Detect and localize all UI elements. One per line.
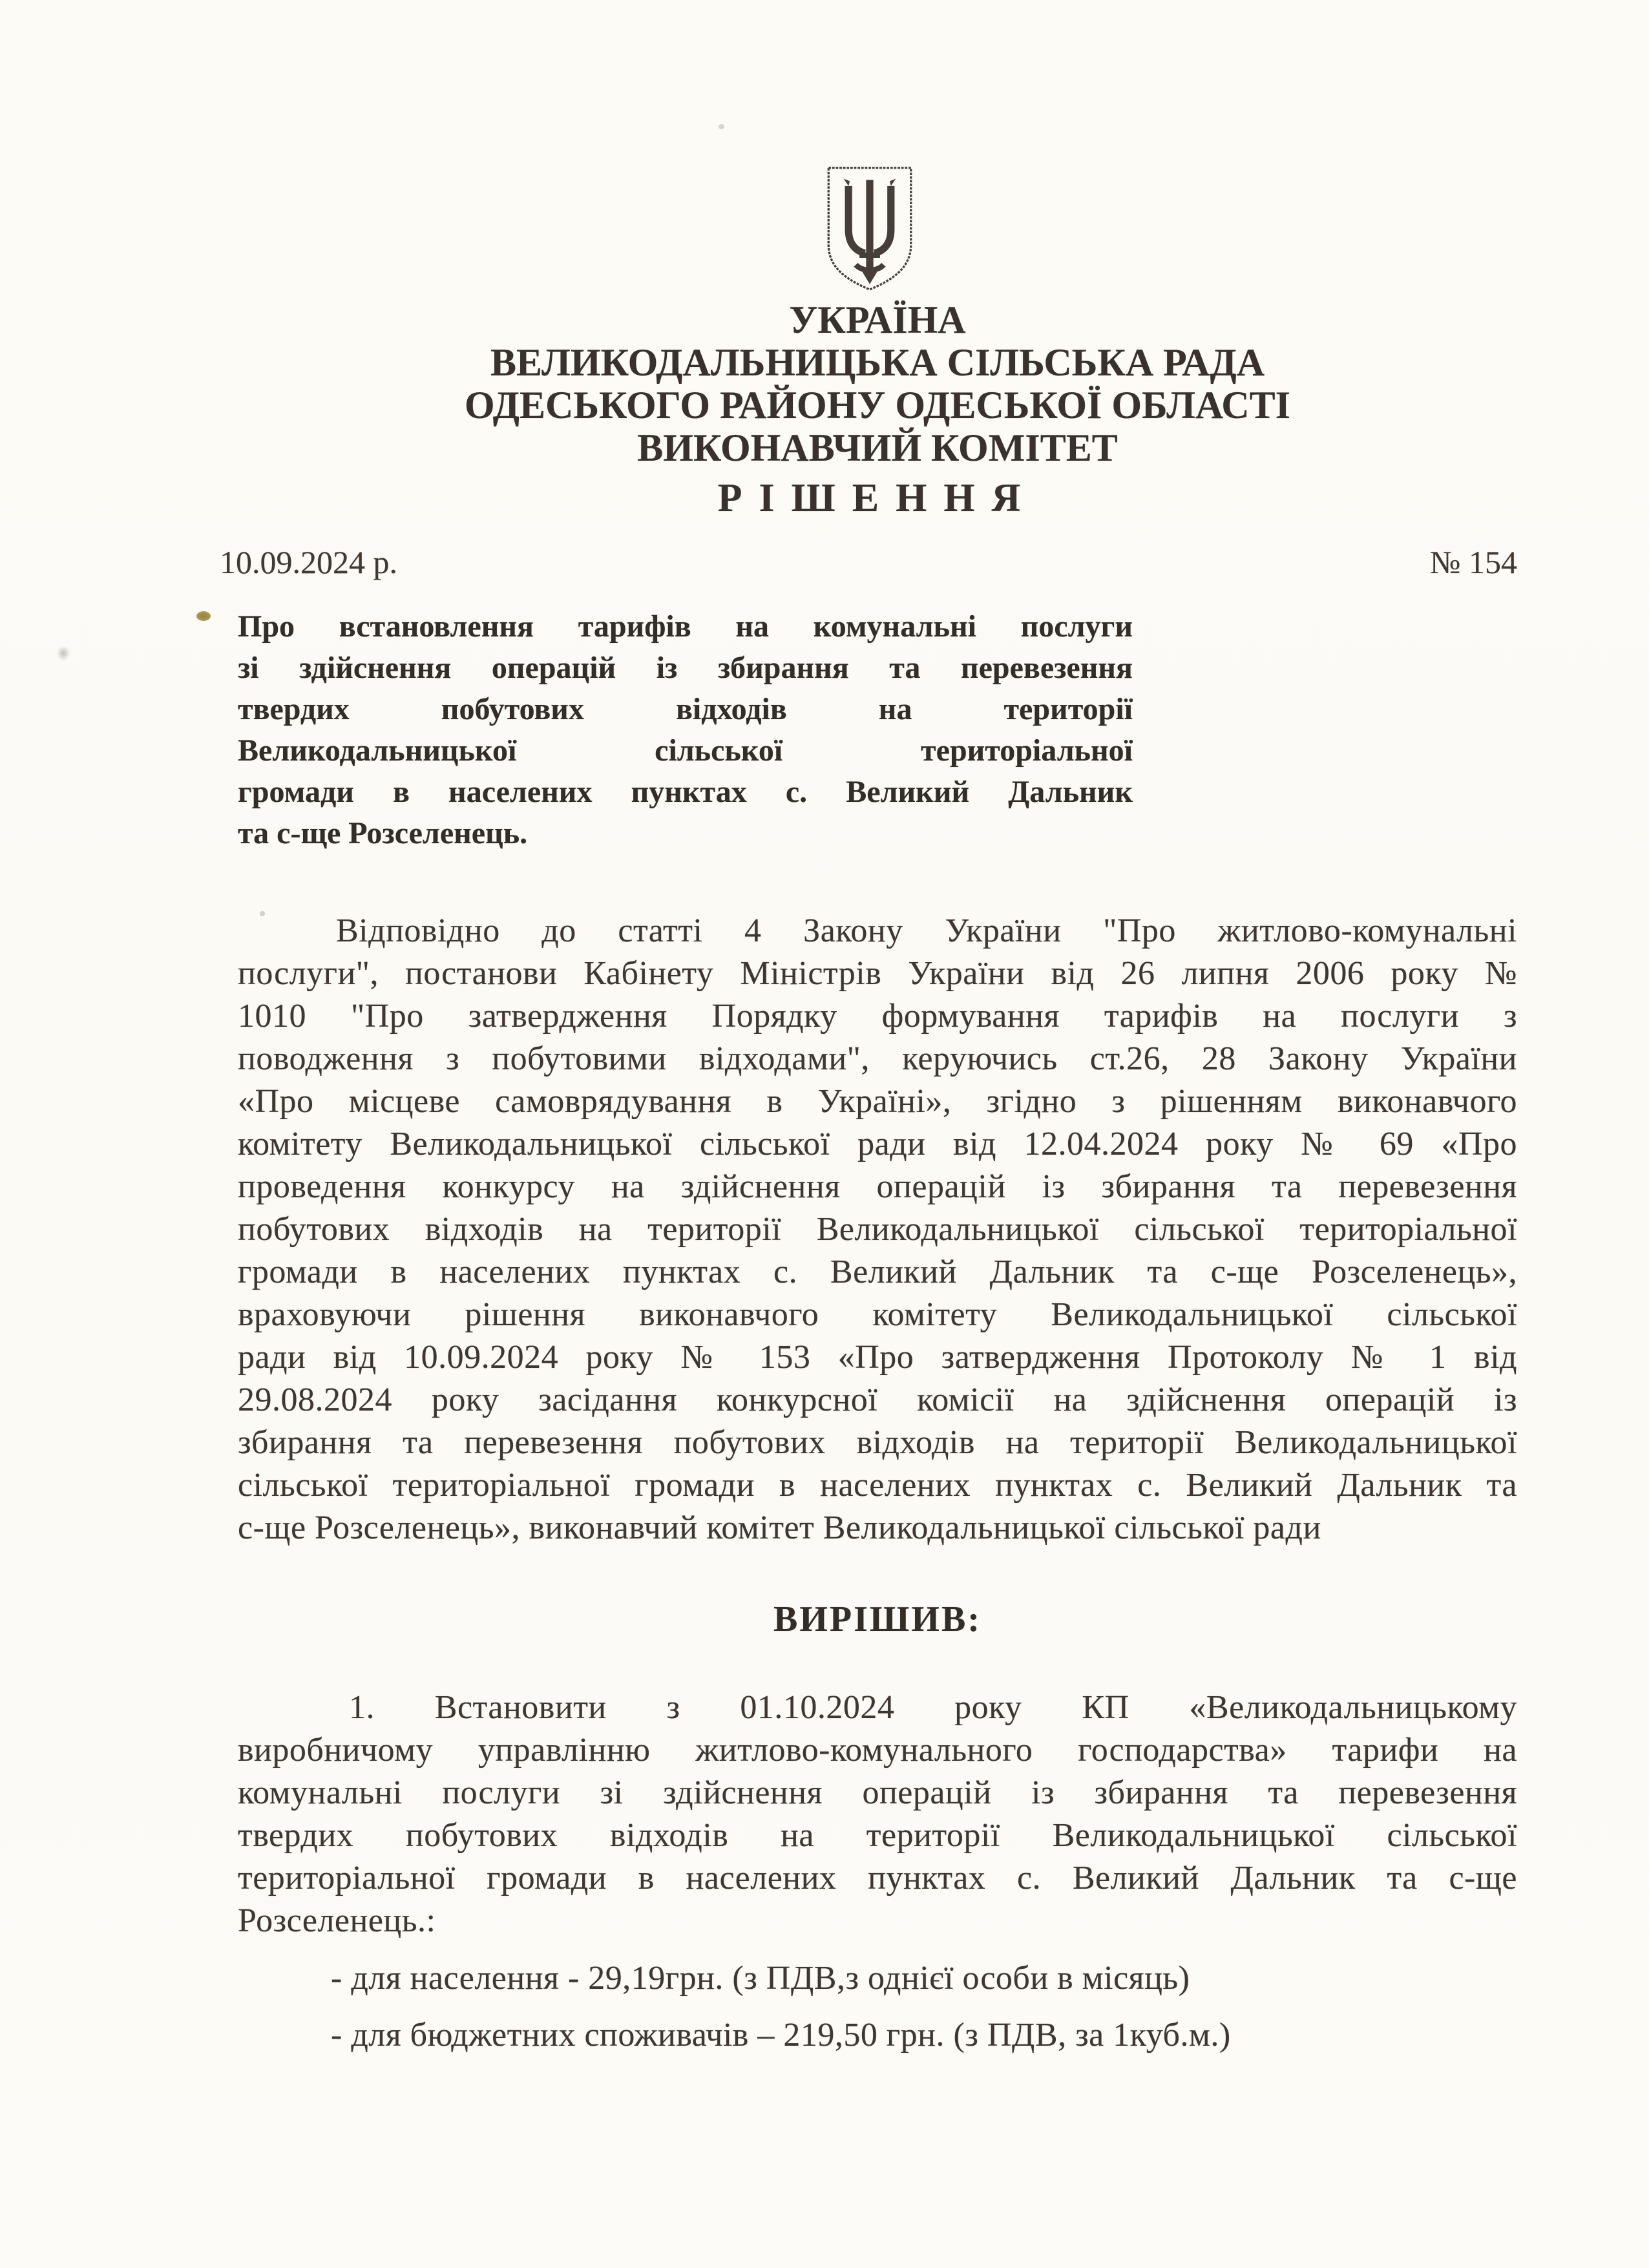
text-line: зі здійснення операцій із збирання та перевезення — [238, 651, 1133, 685]
header-committee: ВИКОНАВЧИЙ КОМІТЕТ — [637, 426, 1118, 469]
text-line: 29.08.2024 року засідання конкурсної комісії на здійснення операцій із — [238, 1381, 1517, 1418]
text-line: 1010 "Про затвердження Порядку формування тарифів на послуги з — [238, 998, 1517, 1034]
text-line: збирання та перевезення побутових відходів на території Великодальницької — [238, 1424, 1517, 1461]
decision-number: № 154 — [1429, 544, 1517, 580]
header-district: ОДЕСЬКОГО РАЙОНУ ОДЕСЬКОЇ ОБЛАСТІ — [465, 384, 1290, 426]
text-line: проведення конкурсу на здійснення операцій із збирання та перевезення — [238, 1168, 1517, 1205]
decision-date: 10.09.2024 р. — [220, 544, 397, 580]
resolved-heading: ВИРІШИВ: — [773, 1599, 982, 1639]
text-line: - для бюджетних споживачів – 219,50 грн. (з ПДВ, за 1куб.м.) — [331, 2017, 1231, 2053]
tariff-list — [331, 1950, 1559, 2064]
ukraine-coat-of-arms-icon — [821, 163, 918, 293]
text-line: сільської територіальної громади в населених пунктах с. Великий Дальник та — [238, 1467, 1517, 1504]
text-line: твердих побутових відходів на території — [238, 692, 1133, 726]
text-line: комітету Великодальницької сільської ради від 12.04.2024 року № 69 «Про — [238, 1126, 1517, 1162]
text-line: Розселенець.: — [238, 1902, 436, 1939]
text-line: та с-ще Розселенець. — [238, 816, 528, 850]
text-line: територіальної громади в населених пунктах с. Великий Дальник та с-ще — [238, 1860, 1517, 1896]
preamble-paragraph — [238, 910, 1517, 1549]
text-line: с-ще Розселенець», виконавчий комітет Великодальницької сільської ради — [238, 1509, 1321, 1546]
text-line: громади в населених пунктах с. Великий Дальник та с-ще Розселенець», — [238, 1254, 1517, 1290]
date-number-row — [220, 544, 1517, 580]
document-header — [231, 299, 1524, 520]
scan-speck — [196, 611, 211, 621]
document-type-title: РІШЕННЯ — [717, 476, 1038, 520]
text-line: враховуючи рішення виконавчого комітету Великодальницької сільської — [238, 1296, 1517, 1333]
text-line: послуги", постанови Кабінету Міністрів України від 26 липня 2006 року № — [238, 955, 1517, 992]
subject-paragraph — [238, 606, 1133, 854]
text-line: ради від 10.09.2024 року № 153 «Про затвердження Протоколу № 1 від — [238, 1339, 1517, 1376]
header-council: ВЕЛИКОДАЛЬНИЦЬКА СІЛЬСЬКА РАДА — [490, 341, 1265, 384]
text-line: твердих побутових відходів на території Великодальницької сільської — [238, 1817, 1517, 1854]
text-line: Про встановлення тарифів на комунальні послуги — [238, 609, 1133, 644]
text-line: Великодальницької сільської територіальної — [238, 733, 1133, 768]
scan-speck — [719, 124, 724, 129]
text-line: виробничому управлінню житлово-комунального господарства» тарифи на — [238, 1732, 1517, 1769]
text-line: Відповідно до статті 4 Закону України "Про житлово-комунальні — [336, 912, 1517, 949]
text-line: - для населення - 29,19грн. (з ПДВ,з однієї особи в місяць) — [331, 1960, 1190, 1997]
text-line: поводження з побутовими відходами", керуючись ст.26, 28 Закону України — [238, 1040, 1517, 1077]
header-country: УКРАЇНА — [789, 299, 966, 341]
text-line: громади в населених пунктах с. Великий Дальник — [238, 775, 1133, 809]
resolution-item-1 — [238, 1686, 1517, 1942]
text-line: «Про місцеве самоврядування в Україні», згідно з рішенням виконавчого — [238, 1083, 1517, 1120]
scan-speck — [57, 646, 70, 660]
text-line: побутових відходів на території Великодальницької сільської територіальної — [238, 1211, 1517, 1248]
text-line: 1. Встановити з 01.10.2024 року КП «Великодальницькому — [349, 1689, 1517, 1726]
text-line: комунальні послуги зі здійснення операцій із збирання та перевезення — [238, 1774, 1517, 1811]
